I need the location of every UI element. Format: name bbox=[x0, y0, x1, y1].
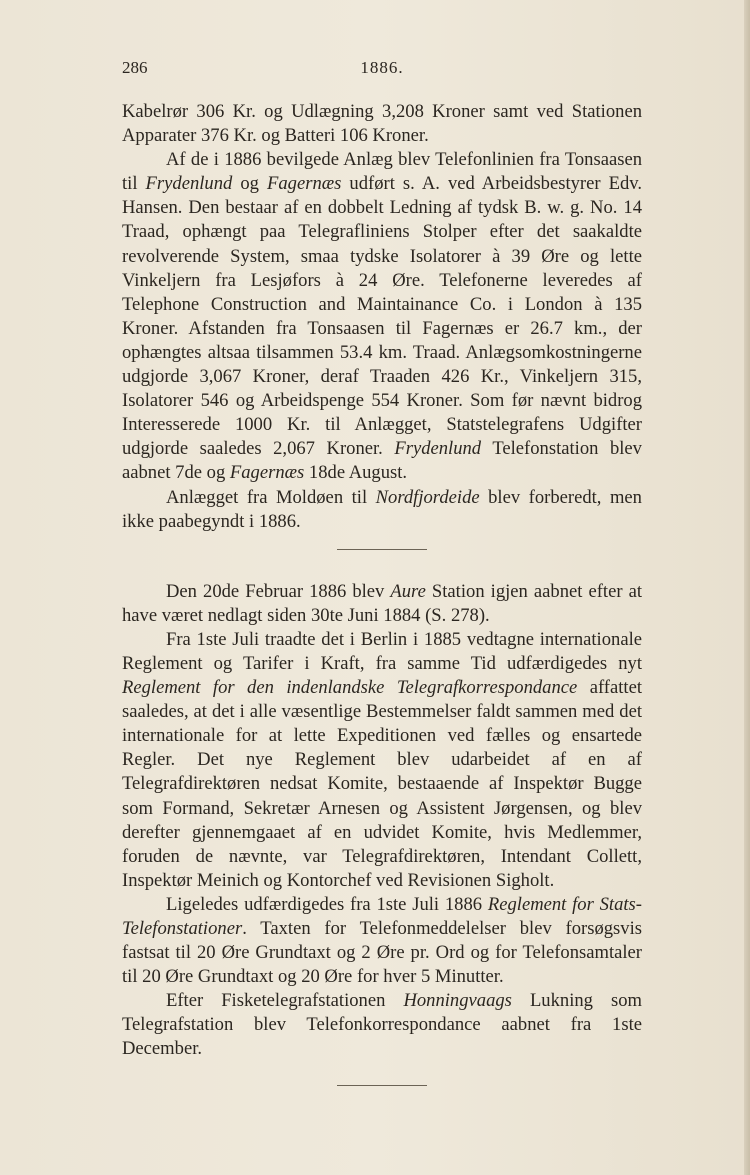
body-text bbox=[122, 100, 642, 1086]
page-header bbox=[122, 58, 642, 82]
paragraph: Ligeledes udfærdigedes fra 1ste Juli 1886 Reglement for Stats-Telefonstationer. Taxten for Telefonmeddelelser blev forsøgsvis fastsat til 20 Øre Grundtaxt og 2 Øre pr. Ord og for Telefonsamtaler til 20 Øre Grundtaxt og 20 Øre for hver 5 Minutter. bbox=[122, 893, 642, 988]
paragraph: Af de i 1886 bevilgede Anlæg blev Telefonlinien fra Tonsaasen til Frydenlund og Fagernæs udført s. A. ved Arbeidsbestyrer Edv. Hansen. Den bestaar af en dobbelt Ledning af tydsk B. w. g. No. 14 Traad, ophængt paa Telegrafliniens Stolper efter det saakaldte revolverende System, smaa tydske Isolatorer à 39 Øre og lette Vinkeljern fra Lesjøfors à 24 Øre. Telefonerne leveredes af Telephone Construction and Maintainance Co. i London à 135 Kroner. Afstanden fra Tonsaasen til Fagernæs er 26.7 km., der ophængtes altsaa tilsammen 53.4 km. Traad. Anlægsomkostningerne udgjorde 3,067 Kroner, deraf Traaden 426 Kr., Vinkeljern 315, Isolatorer 546 og Arbeidspenge 554 Kroner. Som før nævnt bidrog Interesserede 1000 Kr. til Anlægget, Statstelegrafens Udgifter udgjorde saaledes 2,067 Kroner. Frydenlund Telefonstation blev aabnet 7de og Fagernæs 18de August. bbox=[122, 149, 643, 484]
page-edge bbox=[744, 0, 750, 1175]
paragraph: Kabelrør 306 Kr. og Udlægning 3,208 Kroner samt ved Stationen Apparater 376 Kr. og Batteri 106 Kroner. bbox=[122, 101, 642, 147]
section-divider bbox=[337, 1085, 427, 1086]
paragraph: Efter Fisketelegrafstationen Honningvaags Lukning som Telegrafstation blev Telefonkorrespondance aabnet fra 1ste December. bbox=[122, 990, 642, 1060]
paragraph: Fra 1ste Juli traadte det i Berlin i 1885 vedtagne internationale Reglement og Tarifer i Kraft, fra samme Tid udfærdigedes nyt Reglement for den indenlandske Telegrafkorrespondance affattet saaledes, at det i alle væsentlige Bestemmelser faldt sammen med det internationale for at lette Expeditionen ved fælles og ensartede Regler. Det nye Reglement blev udarbeidet af en af Telegrafdirektøren nedsat Komite, bestaaende af Inspektør Bugge som Formand, Sekretær Arnesen og Assistent Jørgensen, og blev derefter gjennemgaaet af en udvidet Komite, hvis Medlemmer, foruden de nævnte, var Telegrafdirektøren, Intendant Collett, Inspektør Meinich og Kontorchef ved Revisionen Sigholt. bbox=[122, 628, 643, 891]
running-title: 1886. bbox=[360, 58, 404, 77]
page-number: 286 bbox=[122, 58, 148, 77]
paragraph: Den 20de Februar 1886 blev Aure Station igjen aabnet efter at have været nedlagt siden 30te Juni 1884 (S. 278). bbox=[122, 580, 642, 626]
paragraph: Anlægget fra Moldøen til Nordfjordeide blev forberedt, men ikke paabegyndt i 1886. bbox=[122, 486, 642, 532]
